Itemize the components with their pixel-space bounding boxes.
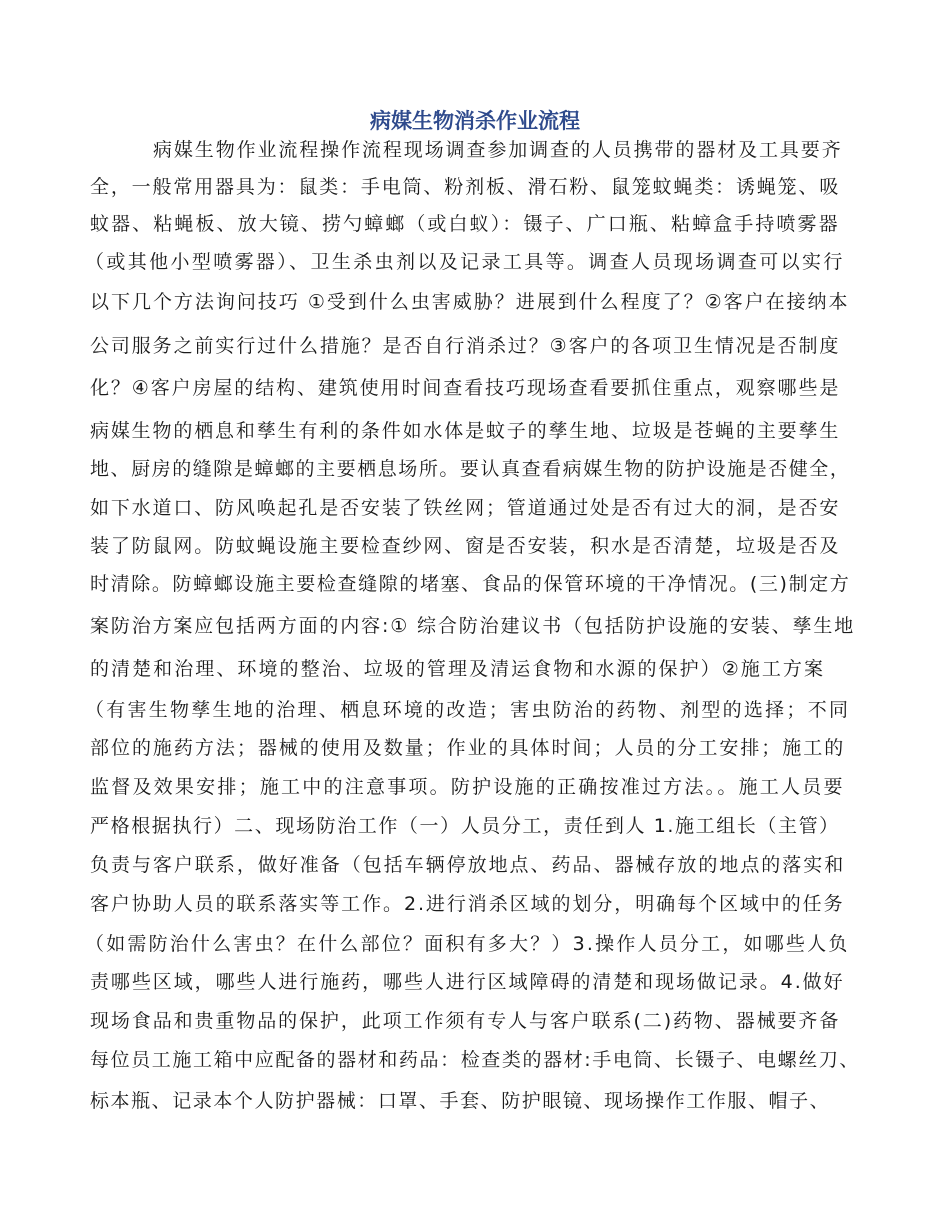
paragraph-line: 病媒生物的栖息和孳生有利的条件如水体是蚊子的孳生地、垃圾是苍蝇的主要孳生 <box>90 420 841 442</box>
paragraph-line: 的清楚和治理、环境的整治、垃圾的管理及清运食物和水源的保护）②施工方案 <box>90 658 826 680</box>
paragraph-line: 地、厨房的缝隙是蟑螂的主要栖息场所。要认真查看病媒生物的防护设施是否健全， <box>90 458 851 480</box>
paragraph-line: 公司服务之前实行过什么措施？是否自行消杀过？③客户的各项卫生情况是否制度 <box>90 335 841 357</box>
paragraph-line: 病媒生物作业流程操作流程现场调查参加调查的人员携带的器材及工具要齐 <box>153 139 843 161</box>
paragraph-line: 严格根据执行）二、现场防治工作（一）人员分工，责任到人 1.施工组长（主管） <box>90 815 840 837</box>
paragraph-line: 蚊器、粘蝇板、放大镜、捞勺蟑螂（或白蚁）：镊子、广口瓶、粘蟑盒手持喷雾器 <box>90 213 840 235</box>
paragraph-line: 装了防鼠网。防蚊蝇设施主要检查纱网、窗是否安装，积水是否清楚，垃圾是否及 <box>90 535 841 557</box>
paragraph-line: （有害生物孳生地的治理、栖息环境的改造；害虫防治的药物、剂型的选择；不同 <box>85 699 851 721</box>
paragraph-line: （如需防治什么害虫？在什么部位？面积有多大？）3.操作人员分工，如哪些人负 <box>85 933 850 955</box>
paragraph-line: 如下水道口、防风唤起孔是否安装了铁丝网；管道通过处是否有过大的洞，是否安 <box>90 497 841 519</box>
paragraph-line: 现场食品和贵重物品的保护，此项工作须有专人与客户联系(二)药物、器械要齐备 <box>90 1010 841 1032</box>
paragraph-line: 监督及效果安排；施工中的注意事项。防护设施的正确按准过方法。。施工人员要 <box>90 776 845 798</box>
paragraph-line: 标本瓶、记录本个人防护器械：口罩、手套、防护眼镜、现场操作工作服、帽子、 <box>90 1090 831 1112</box>
paragraph-line: 责哪些区域，哪些人进行施药，哪些人进行区域障碍的清楚和现场做记录。4.做好 <box>90 971 845 993</box>
document-title: 病媒生物消杀作业流程 <box>370 109 580 133</box>
paragraph-line: 化？④客户房屋的结构、建筑使用时间查看技巧现场查看要抓住重点，观察哪些是 <box>90 377 841 399</box>
paragraph-line: 负责与客户联系，做好准备（包括车辆停放地点、药品、器械存放的地点的落实和 <box>90 854 846 876</box>
paragraph-line: 部位的施药方法；器械的使用及数量；作业的具体时间；人员的分工安排；施工的 <box>90 737 846 759</box>
paragraph-line: 每位员工施工箱中应配备的器材和药品：检查类的器材:手电筒、长镊子、电螺丝刀、 <box>90 1049 861 1071</box>
paragraph-line: 客户协助人员的联系落实等工作。2.进行消杀区域的划分，明确每个区域中的任务 <box>90 893 845 915</box>
paragraph-line: 以下几个方法询问技巧 ①受到什么虫害威胁？进展到什么程度了？②客户在接纳本 <box>90 291 850 313</box>
paragraph-line: 案防治方案应包括两方面的内容:① 综合防治建议书（包括防护设施的安装、孳生地 <box>90 615 856 637</box>
paragraph-line: 时清除。防蟑螂设施主要检查缝隙的堵塞、食品的保管环境的干净情况。(三)制定方 <box>90 573 851 595</box>
paragraph-line: （或其他小型喷雾器）、卫生杀虫剂以及记录工具等。调查人员现场调查可以实行 <box>85 251 845 273</box>
paragraph-line: 全，一般常用器具为：鼠类：手电筒、粉剂板、滑石粉、鼠笼蚊蝇类：诱蝇笼、吸 <box>90 176 841 198</box>
